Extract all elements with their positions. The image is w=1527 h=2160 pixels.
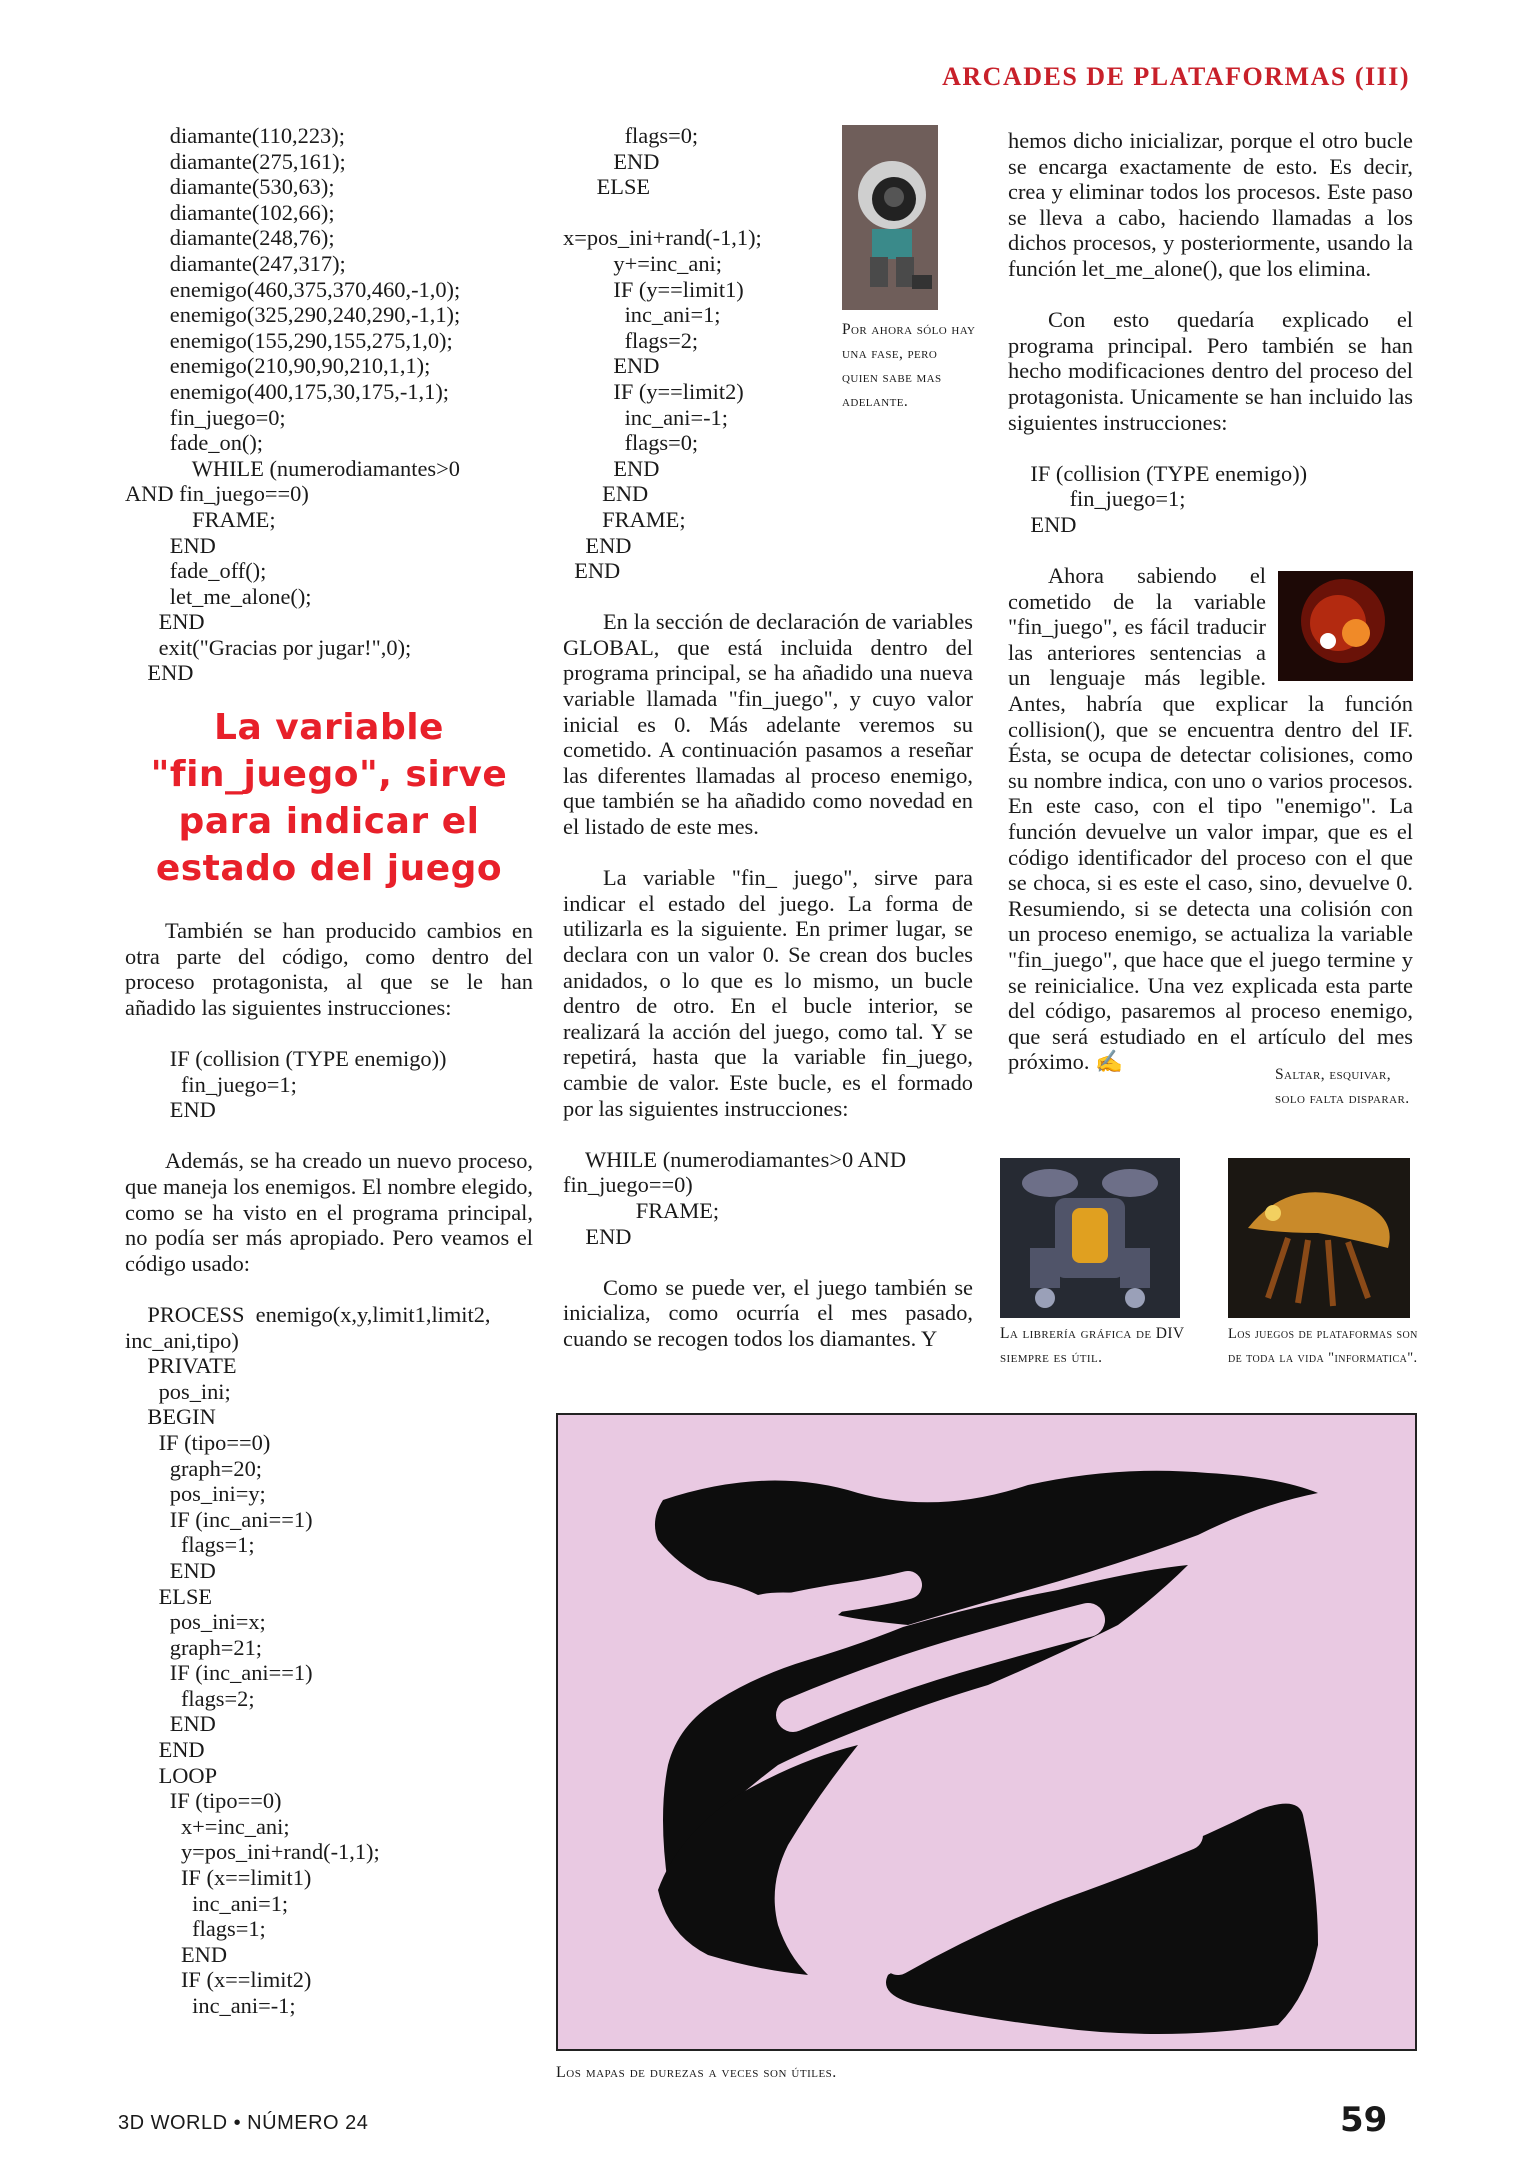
explosion-sprite-icon bbox=[1278, 571, 1413, 681]
paragraph: También se han producido cambios en otra parte del código, como dentro del proceso protagonista, al que se le han añadido las siguientes instrucciones: bbox=[125, 918, 533, 1020]
scorpion-screenshot bbox=[1228, 1158, 1410, 1318]
code-listing-main: diamante(110,223); diamante(275,161); diamante(530,63); diamante(102,66); diamante(248,76); diamante(247,317); enemigo(460,375,370,460,-1,0); enemigo(325,290,240,290,-1,1); enemigo(155,290,155,275,1,0); enemigo(210,90,90,210,1,1); enemigo(400,175,30,175,-1,1); fin_juego=0; fade_on(); WHILE (numerodiamantes>0 AND fin_juego==0) FRAME; END fade_off(); let_me_alone(); END exit("Gracias por jugar!",0); END bbox=[125, 123, 461, 686]
paragraph: hemos dicho inicializar, porque el otro bucle se encarga exactamente de esto. Es decir, crea y eliminar todos los procesos. Este paso se lleva a cabo, haciendo llamadas a los dichos procesos, y posteriormente, usando la función let_me_alone(), que los elimina. bbox=[1008, 128, 1413, 281]
paragraph-text: Ahora sabiendo el cometido de la variable "fin_juego", es fácil traducir las anteriores sentencias a un lenguaje más legible. Antes, habría que explicar la función collision(), que se encuentra dentro del IF. Ésta, se ocupa de detectar colisiones, como su nombre indica, con uno o varios procesos. En este caso, con el tipo "enemigo". La función devuelve un valor impar, que es el código identificador del proceso con el que se choca, si es este el caso, sino, devuelve 0. Resumiendo, si se detecta una colisión con un proceso enemigo, se actualiza la variable "fin_juego", que hace que el juego termine y se reinicialice. Una vez explicada esta parte del código, pasaremos al proceso enemigo, que será estudiado en el artículo del mes próximo. bbox=[1008, 563, 1413, 1075]
code-listing-while-loop: WHILE (numerodiamantes>0 AND fin_juego==0) FRAME; END bbox=[563, 1146, 907, 1249]
pull-quote: La variable "fin_juego", sirve para indicar el estado del juego bbox=[150, 707, 508, 890]
code-listing-collision-2: IF (collision (TYPE enemigo)) fin_juego=1; END bbox=[1030, 460, 1308, 537]
column-left bbox=[125, 123, 533, 2019]
caption-map: Los mapas de durezas a veces son útiles. bbox=[556, 2064, 837, 2081]
code-listing-continued: flags=0; END ELSE x=pos_ini+rand(-1,1); y+=inc_ani; IF (y==limit1) inc_ani=1; flags=2; END IF (y==limit2) inc_ani=-1; flags=0; END END FRAME; END END bbox=[563, 123, 762, 584]
caption-explosion: Saltar, esquivar, solo falta disparar. bbox=[1275, 1066, 1410, 1107]
column-right bbox=[1008, 128, 1413, 1075]
paragraph: La variable "fin_ juego", sirve para indicar el estado del juego. La forma de utilizarla es la siguiente. En primer lugar, se declara con un valor 0. Se crean dos bucles anidados, o lo que es lo mismo, un bucle dentro de otro. En el bucle interior, se realizará la acción del juego, como tal. Y se repetirá, hasta que la variable fin_juego, cambie de valor. Este bucle, es el formado por las siguientes instrucciones: bbox=[563, 865, 973, 1121]
astronaut-sprite-icon bbox=[842, 125, 938, 310]
hardness-map-image bbox=[556, 1413, 1417, 2051]
hardness-map-shape bbox=[558, 1415, 1415, 2049]
caption-astronaut: Por ahora sólo hay una fase, pero quien sabe mas adelante. bbox=[842, 321, 976, 410]
paragraph: Con esto quedaría explicado el programa principal. Pero también se han hecho modificaciones dentro del proceso del protagonista. Unicamente se han incluido las siguientes instrucciones: bbox=[1008, 307, 1413, 435]
paragraph: Como se puede ver, el juego también se inicializa, como ocurría el mes pasado, cuando se recogen todos los diamantes. Y bbox=[563, 1274, 973, 1351]
code-listing-collision: IF (collision (TYPE enemigo)) fin_juego=1; END bbox=[169, 1046, 447, 1123]
end-mark-icon: ✍ bbox=[1095, 1049, 1123, 1075]
page-number: 59 bbox=[1340, 2100, 1388, 2140]
code-listing-enemy-process: PROCESS enemigo(x,y,limit1,limit2, inc_ani,tipo) PRIVATE pos_ini; BEGIN IF (tipo==0) graph=20; pos_ini=y; IF (inc_ani==1) flags=1; END ELSE pos_ini=x; graph=21; IF (inc_ani==1) flags=2; END END LOOP IF (tipo==0) x+=inc_ani; y=pos_ini+rand(-1,1); IF (x==limit1) inc_ani=1; flags=1; END IF (x==limit2) inc_ani=-1; bbox=[125, 1301, 491, 2018]
paragraph: Además, se ha creado un nuevo proceso, que maneja los enemigos. El nombre elegido, como se ha visto en el programa principal, no podía ser más apropiado. Pero veamos el código usado: bbox=[125, 1148, 533, 1276]
robot-sprite-icon bbox=[1000, 1158, 1180, 1318]
section-title: ARCADES DE PLATAFORMAS (III) bbox=[942, 62, 1410, 91]
caption-scorpion: Los juegos de plataformas son de toda la vida "informatica". bbox=[1228, 1326, 1418, 1366]
paragraph: En la sección de declaración de variables GLOBAL, que está incluida dentro del programa principal, se ha añadido una nueva variable llamada "fin_juego", y cuyo valor inicial es 0. Más adelante veremos su cometido. A continuación pasamos a reseñar las diferentes llamadas al proceso enemigo, que también se ha añadido como novedad en el listado de este mes. bbox=[563, 609, 973, 840]
caption-robot: La librería gráfica de DIV siempre es útil. bbox=[1000, 1325, 1185, 1366]
robot-screenshot bbox=[1000, 1158, 1180, 1318]
footer-magazine: 3D WORLD • NÚMERO 24 bbox=[118, 2112, 369, 2134]
explosion-screenshot bbox=[1278, 571, 1413, 681]
scorpion-sprite-icon bbox=[1228, 1158, 1410, 1318]
astronaut-screenshot bbox=[842, 125, 938, 310]
